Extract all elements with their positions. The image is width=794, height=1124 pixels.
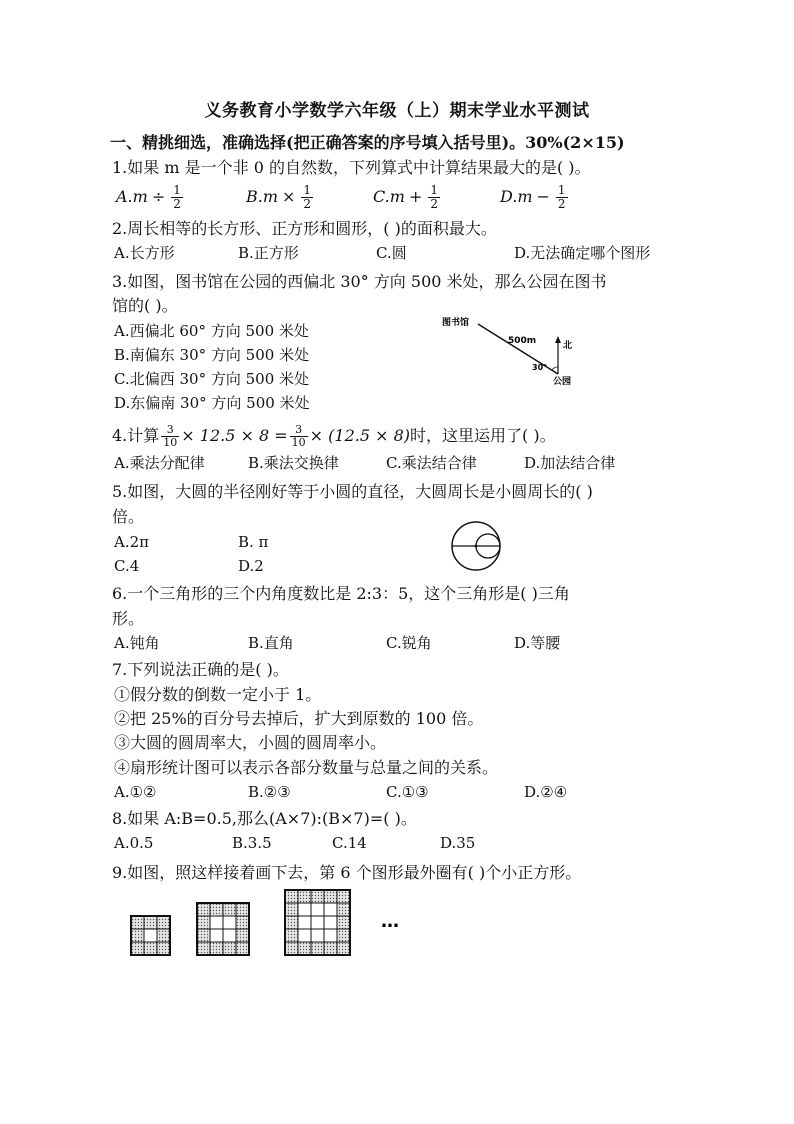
outer-small-square xyxy=(337,916,350,929)
outer-small-square xyxy=(285,942,298,955)
inner-small-square xyxy=(311,916,324,929)
outer-small-square xyxy=(285,916,298,929)
outer-small-square xyxy=(285,890,298,903)
outer-small-square xyxy=(157,929,170,942)
q5-circles-diagram xyxy=(448,518,508,574)
outer-small-square xyxy=(144,916,157,929)
q8-option-a[interactable]: A.0.5 xyxy=(114,834,154,852)
q6-option-d[interactable]: D.等腰 xyxy=(514,634,561,652)
inner-small-square xyxy=(210,929,223,942)
page-title: 义务教育小学数学六年级（上）期末学业水平测试 xyxy=(204,101,590,121)
q3-option-a[interactable]: A.西偏北 60° 方向 500 米处 xyxy=(114,322,309,340)
outer-small-square xyxy=(131,929,144,942)
pattern-figure-2 xyxy=(197,903,249,955)
angle-label: 30° xyxy=(532,363,548,372)
q2-option-c[interactable]: C.圆 xyxy=(376,244,407,262)
q3-option-d[interactable]: D.东偏南 30° 方向 500 米处 xyxy=(114,394,310,412)
pattern-figures xyxy=(131,890,350,955)
outer-small-square xyxy=(311,942,324,955)
q1-option-a[interactable]: A.m ÷ $\frac{1}{2}$ xyxy=(116,183,181,211)
q7-statement-2: ②把 25%的百分号去掉后，扩大到原数的 100 倍。 xyxy=(114,709,484,728)
q5-option-c[interactable]: C.4 xyxy=(114,557,140,575)
inner-small-square xyxy=(144,929,157,942)
q6-option-c[interactable]: C.锐角 xyxy=(386,634,432,652)
outer-small-square xyxy=(236,929,249,942)
q7-statement-3: ③大圆的圆周率大，小圆的圆周率小。 xyxy=(114,733,387,752)
q3-stem-line2: 馆的( )。 xyxy=(112,296,178,315)
q4-option-a[interactable]: A.乘法分配律 xyxy=(114,454,205,472)
q4-option-c[interactable]: C.乘法结合律 xyxy=(386,454,477,472)
q2-option-d[interactable]: D.无法确定哪个图形 xyxy=(514,244,651,262)
outer-small-square xyxy=(144,942,157,955)
section-heading: 一、精挑细选，准确选择(把正确答案的序号填入括号里)。30%(2×15) xyxy=(110,133,625,152)
north-arrow-icon xyxy=(555,336,561,343)
q8-option-d[interactable]: D.35 xyxy=(440,834,476,852)
inner-small-square xyxy=(210,916,223,929)
outer-small-square xyxy=(210,903,223,916)
q7-option-a[interactable]: A.①② xyxy=(114,783,157,801)
q6-option-b[interactable]: B.直角 xyxy=(248,634,294,652)
q5-stem-line1: 5.如图，大圆的半径刚好等于小圆的直径，大圆周长是小圆周长的( ) xyxy=(112,482,593,501)
q7-statement-1: ①假分数的倒数一定小于 1。 xyxy=(114,685,322,704)
q1-option-b[interactable]: B.m × $\frac{1}{2}$ xyxy=(246,183,312,211)
park-label: 公园 xyxy=(553,377,572,387)
q5-option-b[interactable]: B. π xyxy=(238,533,269,551)
north-label: 北 xyxy=(563,341,573,351)
pattern-figure-1 xyxy=(131,916,170,955)
distance-label: 500m xyxy=(508,336,537,346)
library-label: 图书馆 xyxy=(442,318,470,328)
q6-option-a[interactable]: A.钝角 xyxy=(114,634,160,652)
outer-small-square xyxy=(197,903,210,916)
q2-option-a[interactable]: A.长方形 xyxy=(114,244,175,262)
q5-stem-line2: 倍。 xyxy=(112,507,145,526)
outer-small-square xyxy=(324,890,337,903)
q1-option-d[interactable]: D.m − $\frac{1}{2}$ xyxy=(500,183,566,211)
q3-stem-line1: 3.如图，图书馆在公园的西偏北 30° 方向 500 米处，那么公园在图书 xyxy=(112,272,607,291)
inner-small-square xyxy=(324,916,337,929)
inner-small-square xyxy=(298,916,311,929)
q3-option-b[interactable]: B.南偏东 30° 方向 500 米处 xyxy=(114,346,310,364)
pattern-ellipsis: … xyxy=(381,911,399,932)
q7-option-c[interactable]: C.①③ xyxy=(386,783,429,801)
center-dot xyxy=(475,545,478,548)
q6-stem-line1: 6.一个三角形的三个内角度数比是 2:3：5，这个三角形是( )三角 xyxy=(112,584,570,603)
inner-small-square xyxy=(311,929,324,942)
q9-stem: 9.如图，照这样接着画下去，第 6 个图形最外圈有( )个小正方形。 xyxy=(112,863,582,882)
outer-small-square xyxy=(311,890,324,903)
q3-direction-diagram xyxy=(440,312,590,387)
outer-small-square xyxy=(157,916,170,929)
q4-option-b[interactable]: B.乘法交换律 xyxy=(248,454,339,472)
outer-small-square xyxy=(197,916,210,929)
q8-stem: 8.如果 A:B=0.5,那么(A×7):(B×7)=( )。 xyxy=(112,809,417,828)
inner-small-square xyxy=(298,929,311,942)
q8-option-c[interactable]: C.14 xyxy=(332,834,367,852)
outer-small-square xyxy=(337,929,350,942)
outer-small-square xyxy=(337,942,350,955)
q1-stem: 1.如果 m 是一个非 0 的自然数，下列算式中计算结果最大的是( )。 xyxy=(112,158,591,177)
outer-small-square xyxy=(337,903,350,916)
q9-square-pattern xyxy=(125,885,415,960)
q6-stem-line2: 形。 xyxy=(112,609,145,628)
q7-option-b[interactable]: B.②③ xyxy=(248,783,291,801)
outer-small-square xyxy=(236,903,249,916)
q2-option-b[interactable]: B.正方形 xyxy=(238,244,299,262)
q4-option-d[interactable]: D.加法结合律 xyxy=(524,454,616,472)
outer-small-square xyxy=(210,942,223,955)
q5-option-d[interactable]: D.2 xyxy=(238,557,264,575)
q4-stem: 4.计算 $\frac{3}{10}$ × 12.5 × 8 = $\frac{3}{10}$ × (12.5 × 8)时，这里运用了( )。 xyxy=(112,423,556,449)
outer-small-square xyxy=(236,916,249,929)
q7-stem: 7.下列说法正确的是( )。 xyxy=(112,660,289,679)
inner-small-square xyxy=(223,929,236,942)
outer-small-square xyxy=(197,942,210,955)
q7-statement-4: ④扇形统计图可以表示各部分数量与总量之间的关系。 xyxy=(114,758,499,777)
q7-option-d[interactable]: D.②④ xyxy=(524,783,568,801)
outer-small-square xyxy=(131,942,144,955)
outer-small-square xyxy=(285,903,298,916)
outer-small-square xyxy=(197,929,210,942)
outer-small-square xyxy=(298,942,311,955)
outer-small-square xyxy=(223,903,236,916)
outer-small-square xyxy=(236,942,249,955)
q2-stem: 2.周长相等的长方形、正方形和圆形，( )的面积最大。 xyxy=(112,219,497,238)
pattern-figure-3 xyxy=(285,890,350,955)
outer-small-square xyxy=(324,942,337,955)
inner-small-square xyxy=(223,916,236,929)
outer-small-square xyxy=(285,929,298,942)
inner-small-square xyxy=(324,903,337,916)
outer-small-square xyxy=(223,942,236,955)
outer-small-square xyxy=(337,890,350,903)
outer-small-square xyxy=(298,890,311,903)
inner-small-square xyxy=(324,929,337,942)
q3-option-c[interactable]: C.北偏西 30° 方向 500 米处 xyxy=(114,370,310,388)
angle-arc xyxy=(552,367,558,370)
q5-option-a[interactable]: A.2π xyxy=(114,533,150,551)
inner-small-square xyxy=(311,903,324,916)
q1-option-c[interactable]: C.m + $\frac{1}{2}$ xyxy=(373,183,438,211)
outer-small-square xyxy=(131,916,144,929)
outer-small-square xyxy=(157,942,170,955)
q8-option-b[interactable]: B.3.5 xyxy=(232,834,272,852)
inner-small-square xyxy=(298,903,311,916)
